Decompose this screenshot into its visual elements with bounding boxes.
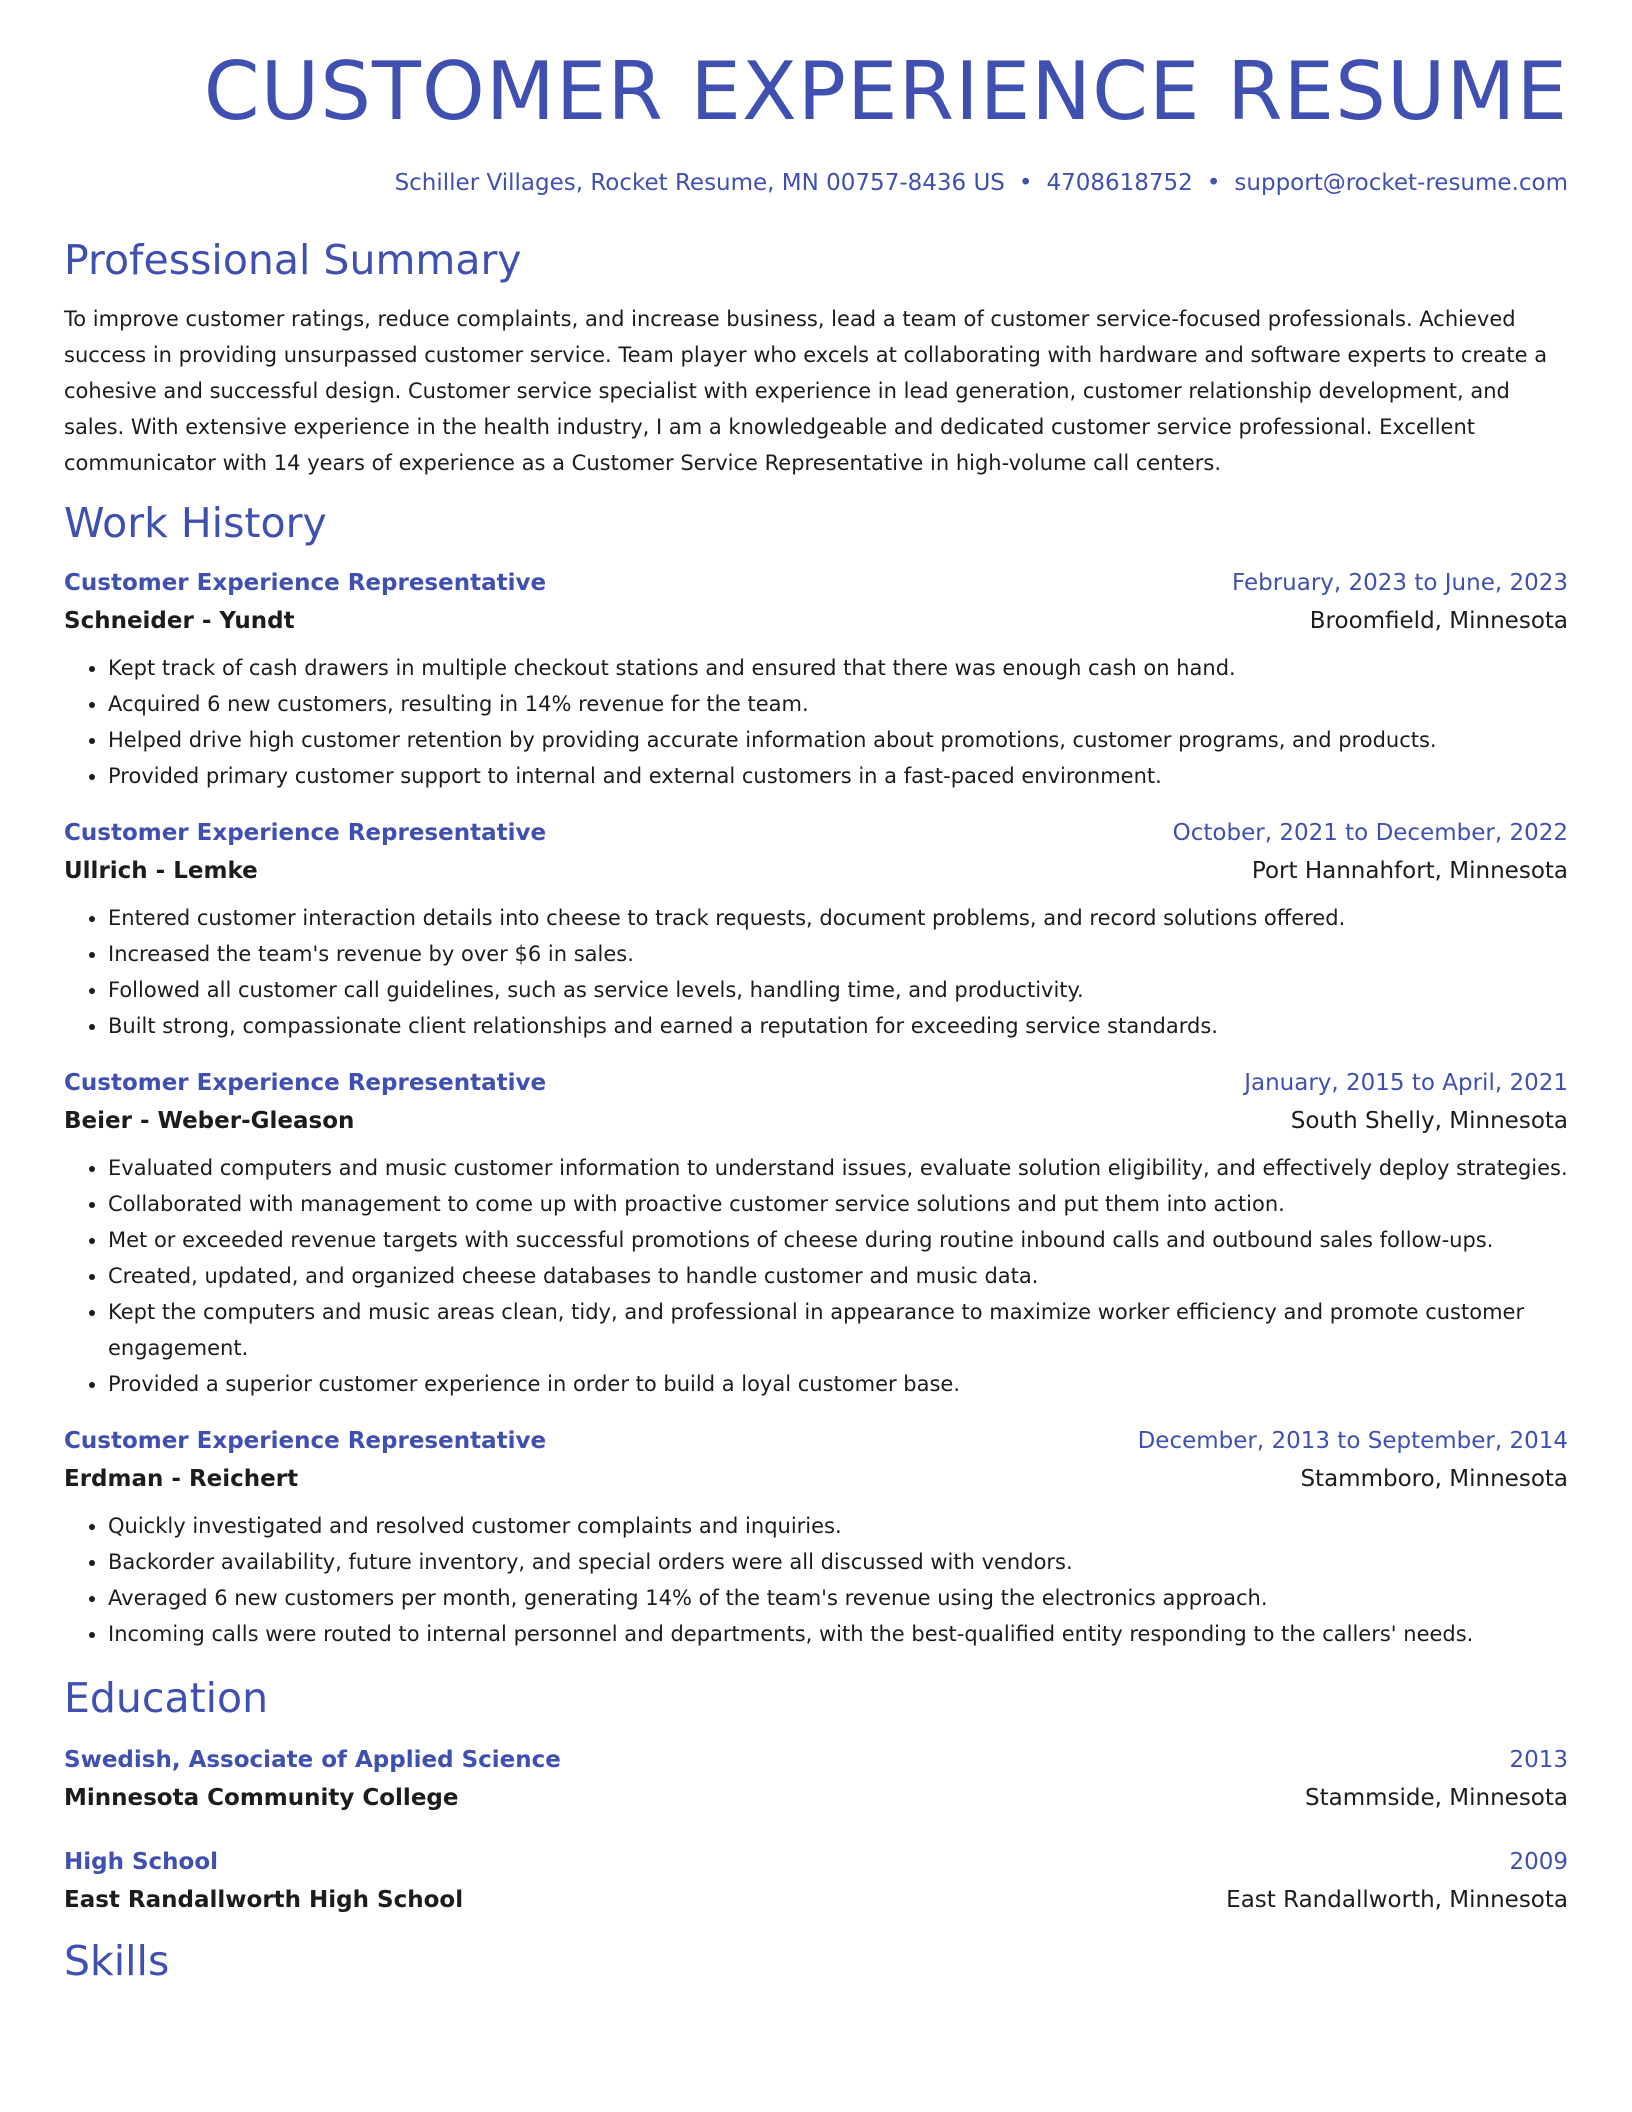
skills-section bbox=[64, 1936, 1568, 1985]
job-company-row bbox=[64, 1466, 1568, 1492]
job-company-row bbox=[64, 858, 1568, 884]
job-dates: January, 2015 to April, 2021 bbox=[1244, 1069, 1568, 1096]
resume-header bbox=[64, 0, 1568, 198]
section-heading-summary: Professional Summary bbox=[64, 235, 522, 284]
job-dates: October, 2021 to December, 2022 bbox=[1172, 819, 1568, 846]
job-entry bbox=[64, 820, 1568, 1044]
job-bullet: • Followed all customer call guidelines, such as service levels, handling time, and productivity. bbox=[108, 972, 1568, 1008]
job-header-row bbox=[64, 1428, 1568, 1454]
job-header-row bbox=[64, 820, 1568, 846]
job-bullet: • Created, updated, and organized cheese databases to handle customer and music data. bbox=[108, 1258, 1568, 1294]
contact-address: Schiller Villages, Rocket Resume, MN 00757-8436 US bbox=[394, 170, 1005, 196]
job-company: Ullrich - Lemke bbox=[64, 857, 258, 884]
job-header-row bbox=[64, 570, 1568, 596]
job-entry bbox=[64, 1070, 1568, 1402]
education-year: 2009 bbox=[1509, 1848, 1568, 1875]
education-year: 2013 bbox=[1509, 1746, 1568, 1773]
job-company-row bbox=[64, 608, 1568, 634]
job-location: Stammboro, Minnesota bbox=[1300, 1465, 1568, 1492]
section-heading-work-history: Work History bbox=[64, 498, 327, 547]
job-bullet: • Met or exceeded revenue targets with successful promotions of cheese during routine inbound calls and outbound sales follow-ups. bbox=[108, 1222, 1568, 1258]
education-degree: Swedish, Associate of Applied Science bbox=[64, 1746, 561, 1773]
job-bullet: • Kept the computers and music areas clean, tidy, and professional in appearance to maximize worker efficiency and promote customer engagement. bbox=[108, 1294, 1568, 1366]
section-heading-education: Education bbox=[64, 1673, 269, 1722]
education-school-row bbox=[64, 1887, 1568, 1913]
job-bullet: • Acquired 6 new customers, resulting in 14% revenue for the team. bbox=[108, 686, 1568, 722]
contact-phone: 4708618752 bbox=[1046, 170, 1193, 196]
contact-line bbox=[64, 170, 1568, 198]
job-company: Erdman - Reichert bbox=[64, 1465, 299, 1492]
summary-text: To improve customer ratings, reduce complaints, and increase business, lead a team of customer service-focused professionals. Achieved success in providing unsurpassed customer service. Team player who excels at collaborating with hardware and software experts to create a cohesive and successful design. Customer service specialist with experience in lead generation, customer relationship development, and sales. With extensive experience in the health industry, I am a knowledgeable and dedicated customer service professional. Excellent communicator with 14 years of experience as a Customer Service Representative in high-volume call centers. bbox=[64, 306, 1548, 475]
job-bullet: • Collaborated with management to come up with proactive customer service solutions and put them into action. bbox=[108, 1186, 1568, 1222]
job-title: Customer Experience Representative bbox=[64, 569, 547, 596]
education-header-row bbox=[64, 1747, 1568, 1773]
education-header-row bbox=[64, 1849, 1568, 1875]
job-bullet: • Built strong, compassionate client relationships and earned a reputation for exceeding service standards. bbox=[108, 1008, 1568, 1044]
education-location: East Randallworth, Minnesota bbox=[1226, 1886, 1568, 1913]
job-company: Schneider - Yundt bbox=[64, 607, 295, 634]
education-entry bbox=[64, 1849, 1568, 1913]
job-bullet-list bbox=[64, 650, 1568, 794]
job-location: Broomfield, Minnesota bbox=[1309, 607, 1568, 634]
contact-separator: • bbox=[1206, 170, 1221, 196]
job-header-row bbox=[64, 1070, 1568, 1096]
education-school-row bbox=[64, 1785, 1568, 1811]
job-dates: December, 2013 to September, 2014 bbox=[1137, 1427, 1568, 1454]
job-dates: February, 2023 to June, 2023 bbox=[1231, 569, 1568, 596]
work-history-section bbox=[64, 498, 1568, 1652]
education-location: Stammside, Minnesota bbox=[1305, 1784, 1568, 1811]
job-location: South Shelly, Minnesota bbox=[1290, 1107, 1568, 1134]
job-bullet: • Entered customer interaction details into cheese to track requests, document problems, and record solutions offered. bbox=[108, 900, 1568, 936]
education-section bbox=[64, 1673, 1568, 1913]
job-bullet: • Incoming calls were routed to internal personnel and departments, with the best-qualified entity responding to the callers' needs. bbox=[108, 1616, 1568, 1652]
job-bullet: • Evaluated computers and music customer information to understand issues, evaluate solution eligibility, and effectively deploy strategies. bbox=[108, 1150, 1568, 1186]
job-bullet: • Kept track of cash drawers in multiple checkout stations and ensured that there was enough cash on hand. bbox=[108, 650, 1568, 686]
education-school: Minnesota Community College bbox=[64, 1784, 459, 1811]
job-location: Port Hannahfort, Minnesota bbox=[1251, 857, 1568, 884]
job-entry bbox=[64, 1428, 1568, 1652]
resume-title: CUSTOMER EXPERIENCE RESUME bbox=[203, 45, 1568, 138]
job-bullet: • Provided primary customer support to internal and external customers in a fast-paced environment. bbox=[108, 758, 1568, 794]
job-entry bbox=[64, 570, 1568, 794]
job-title: Customer Experience Representative bbox=[64, 819, 547, 846]
job-bullet: • Quickly investigated and resolved customer complaints and inquiries. bbox=[108, 1508, 1568, 1544]
job-bullet: • Averaged 6 new customers per month, generating 14% of the team's revenue using the electronics approach. bbox=[108, 1580, 1568, 1616]
education-school: East Randallworth High School bbox=[64, 1886, 464, 1913]
professional-summary-section bbox=[64, 235, 1568, 481]
section-heading-skills: Skills bbox=[64, 1936, 170, 1985]
job-bullet: • Increased the team's revenue by over $6 in sales. bbox=[108, 936, 1568, 972]
job-title: Customer Experience Representative bbox=[64, 1069, 547, 1096]
job-title: Customer Experience Representative bbox=[64, 1427, 547, 1454]
job-bullet-list bbox=[64, 1508, 1568, 1652]
education-entry bbox=[64, 1747, 1568, 1811]
job-bullet: • Backorder availability, future inventory, and special orders were all discussed with vendors. bbox=[108, 1544, 1568, 1580]
job-bullet: • Provided a superior customer experience in order to build a loyal customer base. bbox=[108, 1366, 1568, 1402]
education-degree: High School bbox=[64, 1848, 219, 1875]
job-bullet-list bbox=[64, 1150, 1568, 1402]
contact-separator: • bbox=[1018, 170, 1033, 196]
job-company: Beier - Weber-Gleason bbox=[64, 1107, 355, 1134]
job-company-row bbox=[64, 1108, 1568, 1134]
job-bullet-list bbox=[64, 900, 1568, 1044]
job-bullet: • Helped drive high customer retention by providing accurate information about promotions, customer programs, and products. bbox=[108, 722, 1568, 758]
contact-email[interactable]: support@rocket-resume.com bbox=[1234, 170, 1568, 196]
